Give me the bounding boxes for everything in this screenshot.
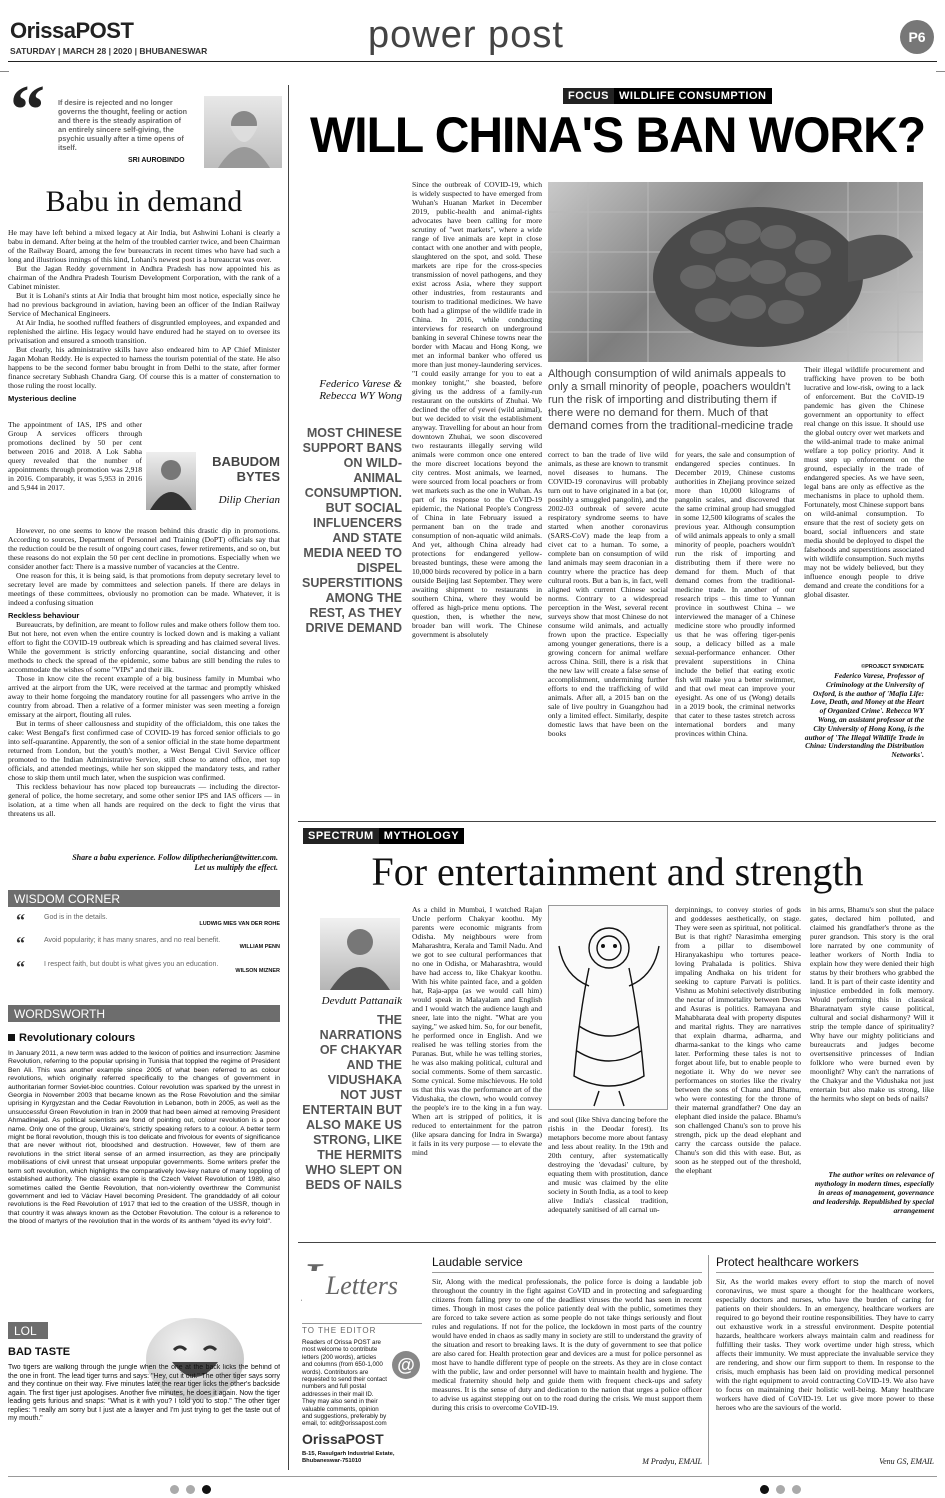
spectrum-tag — [303, 826, 464, 844]
wordsworth-title: WORDSWORTH — [14, 1007, 106, 1021]
letters-divider — [708, 1255, 709, 1465]
babu-para-2: But the Jagan Reddy government in Andhra Pradesh has now appointed his as chairman of the Andhra Pradesh Tourism Development Corporation, with the rank of a Cabinet minister. — [8, 264, 280, 291]
column-name — [200, 454, 280, 484]
footer-dots-right — [760, 1485, 801, 1494]
narasimha-illustration — [548, 905, 668, 1110]
quote-author: SRI AUROBINDO — [128, 157, 185, 164]
letters-info: Readers of Orissa POST are most welcome to contribute letters (200 words), articles and columns (from 650-1,000 words). Contributors are requested to send their contact numbers and full postal addresses in their mail ID. They may also send in their valuable comments, opinion and suggestions, preferably by email, to: edit@orissapost.com — [302, 1339, 387, 1428]
lol-header — [8, 1322, 48, 1339]
masthead-rule — [8, 61, 937, 62]
myth-headline: For entertainment and strength — [371, 849, 864, 894]
letter-1 — [432, 1255, 702, 1470]
focus-tag-topic: WILDLIFE CONSUMPTION — [614, 88, 772, 104]
columnist-byline: Dilip Cherian — [218, 494, 280, 506]
lol-body: Two tigers are walking through the jungle when the one at the back licks the behind of the one in front. The lead tiger turns and says: "Hey, cut it out." The other tiger says sorry and they continue on their way. Five minutes later the rear tiger licks the other's backside again. The first tiger just apologises. Another five minutes, he does it again. Now the tiger leading gets furious and snaps: "What is it with you? I told you to stop." The other tiger replies: "I really am sorry but I just ate a lawyer and I'm just trying to get the taste out of my mouth." — [8, 1364, 280, 1422]
spectrum-tag-topic: MYTHOLOGY — [379, 828, 464, 844]
babu-para-12: This reckless behaviour has now placed top bureaucrats — including the director-general of police, the home secretary, and some other senior IPS and IAS officers — in isolation, at a time when all hands are required on the deck to fight the virus that threatens us all. — [8, 782, 280, 818]
letter-2-title: Protect healthcare workers — [716, 1255, 934, 1273]
china-bottom-rule — [298, 821, 936, 822]
babu-para-9: Bureaucrats, by definition, are meant to follow rules and make others follow them too. But not here, not even when the entire country is locked down and is making a valiant effort to fight the COVID-19 outbreak which is spreading and has claimed several lives. While the government is strictly enforcing quarantine, social distancing and other methods to check the spread of the epidemic, some babus are still bending the rules to accommodate the wishes of some "VIPs" and their ilk. — [8, 620, 280, 674]
dot — [202, 1485, 211, 1494]
dot — [776, 1485, 785, 1494]
wisdom-corner — [8, 890, 280, 990]
column-name-text: BABUDOM BYTES — [212, 454, 280, 484]
lol-box — [8, 1322, 280, 1472]
quote-text: If desire is rejected and no longer governs the thought, feeling or action and there is the steady aspiration of an entirely sincere self-giving, the psychic usually after a time opens of itself. — [58, 98, 187, 152]
wisdom-text: I respect faith, but doubt is what gives you an education. — [44, 961, 219, 968]
china-col-3: for years, the sale and consumption of endangered species continues. In December 2019, Chinese customs authorities in Zhejiang province seized more than 10,000 kilograms of pangolin scales, and discovered that the same criminal group had smuggled in some 12,500 kilograms of scales the previous year. Although consumption of wild animals appeals to only a small minority of people, poachers wouldn't run the risk of importing and distributing them if there were no demand for them. Much of that demand comes from the traditional-medicine trade. In another of our research trips – this time to Yunnan province in southwest China – we interviewed the manager of a Chinese medicine store who proudly informed us that he was offering tiger-penis soup, a delicacy billed as a male sexual-performance enhancer. Other prevalent superstitions in China include the belief that eating exotic fish will make you a better swimmer, and that owl meat can improve your eyesight. As one of us (Wong) details in a 2019 book, the criminal networks that cater to these tastes stretch across international borders and many provinces within China. — [675, 450, 795, 738]
letter-2-sign: Venu GS, EMAIL — [879, 1457, 934, 1466]
email-at-icon: @ — [392, 1351, 420, 1379]
myth-col-1: As a child in Mumbai, I watched Rajan Uncle perform Chakyar koothu. My parents were economic migrants from Odisha. My neighbours were from Maharashtra, Kerala and Tamil Nadu. And we got to see cultural performances that no one in Odisha, or Maharashtra, would have had access to, like Chakyar koothu. With his white painted face, and a golden hat, Raja-appa (as we would call him) would speak in Malayalam and English and I would watch the audience laugh and sneer, late into the night. "What are you saying," we asked him. So, for our benefit, he performed once in English. And we realised he was telling stories from the Puranas. But, while he was telling stories, he was also making political, cultural and social comments. Some of them sarcastic. Some cynical. Some mischievous. He told us that this was the performance art of the Vidushaka, the clown, who would convey the people's ire to the king in a fun way. When art is stripped of politics, it is reduced to entertainment for the patron (like apsara dancing for Indra in Swarga) it fails in its very purpose — to elevate the mind — [412, 905, 542, 1157]
letter-1-sign: M Pradyu, EMAIL — [642, 1457, 702, 1466]
dot — [170, 1485, 179, 1494]
brand-logo: OrissaPOST — [10, 18, 134, 43]
babu-para-4: At Air India, he soothed ruffled feathers of disgruntled employees, and expanded and replenished the airline. His legacy would have endured had he stayed on to oversee its privatisation and ensured a smooth transition. — [8, 318, 280, 345]
portrait-figure-icon — [204, 96, 282, 168]
bullet-square-icon — [8, 1034, 15, 1041]
china-author-bio: Federico Varese, Professor of Criminology at the University of Oxford, is the author of 'Mafia Life: Love, Death, and Money at the Heart of Organized Crime'. Rebecca WY Wong, an assistant professor at the City University of Hong Kong, is the author of 'The Illegal Wildlife Trade in China: Understanding the Distribution Networks'. — [804, 671, 924, 760]
letters-word: Letters — [302, 1271, 398, 1301]
myth-col-3: derpinnings, to convey stories of gods and goddesses aesthetically, on stage. They were seen as spiritual, not political. But is that right? Narasimha emerging from a pillar to disembowel Hiranyakashipu who tortures peace-loving Prahalada is politics. Shiva impaling Andhaka on his trident for seeking to capture Parvati is politics. Vishnu as Mohini selectively distributing the nectar of immortality between Devas and Asuras is politics. Ramayana and Mahabharata deal with property disputes and marital rights. They are narratives that explain dharma, adharma, and dharma-sankat to the kings who came later. Performing these tales is not to forget about life, but to enable people to negotiate it. Why do we never see performances on stories like the rivalry between the sons of Chanu and Bhamu, who were contesting for the throne of their maternal grandfather? One day an elephant died inside the palace. Bhamu's son challenged Chanu's son to prove his strength, pick up the dead elephant and carry the carcass outside the palace. Chanu's son did this with ease. But, as soon as he stepped out of the threshold, the elephant — [675, 905, 801, 1175]
wordsworth-headline — [8, 1032, 280, 1044]
crop-mark-right — [936, 71, 945, 72]
babu-headline: Babu in demand — [45, 185, 243, 218]
page-number — [900, 20, 934, 54]
babu-para-1: He may have left behind a mixed legacy at Air India, but Ashwini Lohani is clearly a babu in demand. After being at the helm of the troubled carrier twice, and been Chairman of the Railway Board, among the few bureaucrats in recent times who have had such a long and illustrious innings of this kind, Lohani's newest post is a bureaucrat was over. — [8, 228, 280, 264]
lol-title: LOL — [14, 1324, 37, 1338]
columnist-box — [146, 452, 280, 514]
masthead — [8, 6, 937, 62]
dot — [186, 1485, 195, 1494]
china-headline: WILL CHINA'S BAN WORK? — [309, 107, 926, 164]
babu-share-line — [8, 853, 278, 873]
china-byline: Federico Varese & Rebecca WY Wong — [319, 378, 402, 402]
wisdom-text: God is in the details. — [44, 914, 108, 921]
section-title: power post — [368, 14, 564, 56]
wordsworth-headline-text: Revolutionary colours — [19, 1032, 136, 1044]
china-col-4: Their illegal wildlife procurement and trafficking have proven to be both lucrative and low-risk, owing to a lack of enforcement. But the CoVID-19 pandemic has given the Chinese government an opportunity to effect real change on this issue. It should use the global outcry over wet markets and the wild-animal trade to make animal welfare a top policy priority. And it must step up enforcement on the ground, especially in the trade of endangered species. As we have seen, legal bans are only as effective as the mechanisms in place to uphold them. Fortunately, most Chinese support bans on wild-animal consumption. To ensure that the rest of society gets on board, social influencers and state media should be deployed to dispel the falsehoods and superstitions associated with wildlife consumption. Such myths may not be widely believed, but they influence enough people to drive demand and create the conditions for a global disaster. — [804, 365, 924, 599]
wisdom-author: WILSON MIZNER — [235, 968, 280, 974]
footer-rule — [8, 1476, 937, 1477]
wisdom-item-3 — [8, 957, 280, 977]
subhead-mysterious-decline: Mysterious decline — [8, 394, 77, 403]
babu-body-1 — [8, 228, 280, 416]
quote-mark-icon: “ — [10, 72, 45, 149]
letters-to-editor: TO THE EDITOR — [302, 1323, 422, 1335]
china-col-2: correct to ban the trade of live wild animals, as these are known to transmit novel diseases to humans. The COVID-19 coronavirus will probably turn out to have originated in a bat (or, possibly a smuggled pangolin), and the 2002-03 outbreak of severe acute respiratory syndrome seems to have started when another coronavirus (SARS-CoV) made the leap from a civet cat to a human. To some, a complete ban on consumption of wild land animals may seem draconian in a country where the practice has deep cultural roots. But a ban is, in fact, well aligned with current Chinese social norms. Contrary to a widespread perception in the West, several recent surveys show that most Chinese do not consume wild animals, and actually frown upon the practice. Especially among younger generations, there is a growing concern for animal welfare across China. Still, there is a risk that the new law will create a false sense of accomplishment, undermining further efforts to end the trafficking of wild animals. After all, a 2015 ban on the sale of live poultry in Guangzhou had only a limited effect. Similarly, despite domestic laws that have been on the books — [548, 450, 668, 738]
wordsworth-header — [8, 1005, 280, 1022]
pangolin-illustration-icon — [548, 182, 923, 362]
babu-para-7: However, no one seems to know the reason behind this drastic dip in promotions. According to sources, Department of Personnel and Training (DoPT) officials say that the reduction could be the result of ongoing court cases, fewer retirements, and so on, but these reasons do not explain the 50 per cent decline in promotions. Especially when we consider another fact: There is a massive number of vacancies at the Centre. — [8, 526, 280, 571]
babu-para-3: But it is Lohani's stints at Air India that brought him most notice, especially since he had no previous background in aviation, having been an officer of the Indian Railway Service of Mechanical Engineers. — [8, 291, 280, 318]
myth-author-bio: The author writes on relevance of mythology in modern times, especially in areas of management, governance and leadership. Republished by special arrangement — [812, 1170, 934, 1215]
wisdom-author: LUDWIG MIES VAN DER ROHE — [199, 921, 280, 927]
myth-pullquote: THE NARRATIONS OF CHAKYAR AND THE VIDUSHAKA NOT JUST ENTERTAIN BUT ALSO MAKE US STRONG, LIKE THE HERMITS WHO SLEPT ON BEDS OF NAILS — [302, 1013, 402, 1192]
myth-byline: Devdutt Pattanaik — [321, 995, 402, 1007]
quote-bullet-icon: “ — [16, 957, 25, 977]
myth-col-2: and soul (like Shiva dancing before the rishis in the Deodar forest). Its metaphors become more about fantasy and less about reality. In the 19th and 20th century, after systematically destroying the 'devadasi' culture, by equating them with prostitution, dance and music was claimed by the elite society in South India, as a tool to keep alive India's classical tradition, adequately sanitised of all carnal un- — [548, 1115, 668, 1214]
wordsworth-box — [8, 1005, 280, 1307]
lol-headline: BAD TASTE — [8, 1346, 71, 1358]
quote-bullet-icon: “ — [16, 933, 25, 953]
subhead-reckless-behaviour: Reckless behaviour — [8, 611, 80, 620]
myth-bottom-rule — [298, 1242, 936, 1243]
babu-para-6: The appointment of IAS, IPS and other Group A services officers through promotions declined by 50 per cent between 2016 and 2018. A Lok Sabha query revealed that the number of appointments through promotion was 2,918 in 2016. Comparably, it was 5,953 in 2016 and 5,944 in 2017. — [8, 420, 142, 492]
wisdom-text: Avoid popularity; it has many snares, and no real benefit. — [44, 937, 221, 944]
columnist-figure-icon — [146, 452, 196, 510]
wisdom-author: WILLIAM PENN — [239, 944, 280, 950]
aurobindo-portrait — [204, 96, 282, 168]
china-photo-caption: Although consumption of wild animals appeals to only a small minority of people, poachers wouldn't run the risk of importing and distributing them if there were no demand for them. Much of that demand comes from the traditional-medicine trade — [548, 368, 794, 432]
wisdom-title: WISDOM CORNER — [14, 892, 120, 906]
share-text-2: Let us multiply the effect. — [194, 863, 278, 872]
babu-para-8: One reason for this, it is being said, is that promotions from deputy secretary level to secretary level are made by committees and selection panels. If there are delays in meetings of these committees, obviously no promotion can be made. Whatever, it is indeed a confusing situation — [8, 571, 280, 607]
crop-mark-left — [0, 71, 9, 72]
china-pullquote: MOST CHINESE SUPPORT BANS ON WILD-ANIMAL CONSUMPTION. BUT SOCIAL INFLUENCERS AND STATE MEDIA NEED TO DISPEL SUPERSTITIONS AMONG THE REST, AS THEY DRIVE DEMAND — [302, 426, 403, 635]
china-credit: ©PROJECT SYNDICATE — [861, 664, 924, 670]
letters-masthead — [302, 1255, 424, 1470]
babu-body-3 — [8, 526, 280, 826]
dilip-cherian-photo — [146, 452, 196, 510]
wisdom-header — [8, 890, 280, 907]
china-col-1: Since the outbreak of COVID-19, which is widely suspected to have emerged from Wuhan's Huanan Market in December 2019, public-health and animal-rights advocates have been calling for more scrutiny of "wet markets", where a wide range of live animals are kept in close contact with one another and with people, slaughtered on the spot, and sold. These markets are ripe for the cross-species transmission of novel pathogens, and they exist across Asia, where they support other industries, from restaurants and tourism to traditional medicines. We have both had a glimpse of the wildlife trade in China. In 2016, while conducting interviews for research on underground banking in several Chinese towns near the border with Macau and Hong Kong, we met an informal banker who offered us more than just money-laundering services. "I could easily arrange for you to eat a monkey tonight," she boasted, before giving us the address of a family-run restaurant on the outskirts of Zhuhai. We declined the offer of yewei (wild animal), but we decided to visit the establishment anyway. Travelling for about an hour from downtown Zhuhai, we soon discovered two restaurants illegally serving wild animals were common once one entered the more discreet locations beyond the city centres. Most animals, we learned, were sourced from local poachers or from wet markets such as the one in Wuhan. As part of its response to the CoVID-19 epidemic, the National People's Congress of China in late February issued a permanent ban on the trade and consumption of non-aquatic wild animals. And yet, although China already had protections for endangered yellow-breasted buntings, these were among the 10,000 birds recovered by police in a barn outside Beijing last September. They were awaiting shipment to restaurants in southern China, where they would be offered as high-price menu options. The question, then, is whether the new, broader ban will work. The Chinese government is absolutely — [412, 180, 542, 639]
left-column-rule — [288, 85, 289, 1470]
babu-body-2 — [8, 420, 142, 524]
devdutt-photo — [320, 918, 400, 990]
pangolin-photo — [548, 182, 923, 362]
letters-address: B-15, Rasulgarh Industrial Estate, Bhubaneswar-751010 — [302, 1451, 395, 1464]
wordsworth-body: In January 2011, a new term was added to the lexicon of politics and insurrection: Jasmine Revolution, referring to the popular uprising in Tunisia that toppled the regime of President Ben Ali. This was another example since 2005 of what been referred to as colour revolutions, which originally referred specifically to the changes of government in authoritarian former Soviet-bloc countries. Colour revolution was sparked by the unrest in Georgia in November 2003 that became known as the Rose Revolution and the similar uprising in Kyrgyzstan and the Cedar Revolution in Lebanon, both in 2005, as well as the unsuccessful Green Revolution in Iran in 2009 that had been aimed at removing President Ahmadinejad. As political scientists are fond of pointing out, colour revolution is a poor name. Only one of the group, Ukraine's, strictly speaking refers to a colour. A better term might be floral revolution, though this is too delicate and frivolous for events of significance that are never without riot, bloodshed and destruction. However, few of them are revolutions in the strict literal sense of an armed insurrection, as they are principally mobilisations of civil unrest that unseat unpopular governments. Some writers prefer the term soft revolution, which highlights the comparatively low-key nature of many toppling of established authority. The classic example is the Czech Velvet Revolution of 1989, also sometimes called the Gentle Revolution, that non-violently overthrew the Communist government and led to Václav Havel becoming President. The granddaddy of all colour revolutions is the Red Revolution of 1917 that led to the creation of the USSR, though in that country it was always known as the October Revolution. The colour is a reference to the blood of martyrs of the revolution that in the words of its anthem "dyed its ev'ry fold". — [8, 1050, 280, 1226]
letter-1-body: Sir, Along with the medical professionals, the police force is doing a laudable job throughout the country in the fight against CoVID and in protecting and safeguarding citizens from falling prey to one of the deadliest viruses the world has seen in recent times. Though in most cases the police patiently deal with the public, sometimes they are forced to take severe action as some people do not take things seriously and flout rules and regulations. If not for the police, the lockdown in most parts of the country would have ended in chaos as sadly many in society are still to understand the gravity of the situation and resort to breaking laws. It is the duty of government to see that police are also cared for. Health protection gear and devices are a must for police personnel as most have to handle different type of people on the streets. As they are in close contact with the public, law and order personnel will have to maintain health and hygiene. The medical fraternity should help and guide them with frequent check-ups and safety measures. It is the sense of duty and dedication to the nation that urges a police officer to advise us against stepping out on to the road during the crisis. We must support them during this crisis to overcome CoVID-19. — [432, 1277, 702, 1412]
quote-block — [8, 72, 278, 170]
quote-bullet-icon: “ — [16, 910, 25, 930]
myth-col-4: in his arms, Bhamu's son shut the palace gates, declared him polluted, and claimed his grandfather's throne as the purer grandson. This story is the oral lore narrated by one community of leather workers of North India to explain how they were denied their high status by their brothers who grabbed the land. It is part of their caste identity and injustice embedded in folk memory. Would performing this in classical Bharatnatyam style cause political, cultural and social disharmony? Will it strip the temple dance of spirituality? Why have our mighty politicians and bureaucrats and judges become overtsensitive princesses of Indian folklore who were burned even by moonlight? Why can't the narrations of the Chakyar and the Vidushaka not just entertain but also make us strong, like the hermits who slept on beds of nails? — [810, 905, 934, 1103]
spectrum-tag-label: SPECTRUM — [303, 828, 379, 844]
narasimha-figure-icon — [549, 906, 667, 1109]
footer-dots-left — [170, 1485, 211, 1494]
dot — [792, 1485, 801, 1494]
page-number-text: P6 — [908, 29, 926, 45]
share-text: Share a babu experience. Follow dilipthecherian@twitter.com. — [72, 853, 278, 862]
wisdom-item-1 — [8, 910, 280, 930]
letter-2-body: Sir, As the world makes every effort to stop the march of novel coronavirus, we must spare a thought for the healthcare workers, especially doctors and nurses, who have the burden of caring for patients on their shoulders. In an emergency, healthcare workers are required to go beyond their routine responsibilities. They have to carry out exhaustive work in a stressful environment. Despite potential hazards, healthcare workers always maintain calm and readiness for fulfilling their tasks. They work overtime under high stress, which affects their immunity. We must appreciate the invaluable service they are rendering, and show our firm support to them. In response to the crisis, much emphasis has been laid on providing medical personnel with the right equipment to avoid contracting CoVID-19. We also have to focus on maintaining their holistic well-being. Many healthcare workers have died of CoVID-19. Let us give more power to these heroes who are the saviours of the world. — [716, 1277, 934, 1412]
masthead-date: SATURDAY | MARCH 28 | 2020 | BHUBANESWAR — [10, 46, 208, 56]
focus-tag — [563, 86, 772, 104]
focus-tag-label: FOCUS — [563, 88, 614, 104]
letters-brand: OrissaPOST — [302, 1431, 384, 1447]
letter-2 — [716, 1255, 934, 1470]
wisdom-item-2 — [8, 933, 280, 953]
author-figure-icon — [320, 918, 400, 990]
letter-1-title: Laudable service — [432, 1255, 702, 1273]
babu-para-11: But in terms of sheer callousness and stupidity of the officialdom, this one takes the cake: West Bengal's first confirmed case of COVID-19 has forced senior officials to go into self-quarantine. Apparently, the son of a senior official in the state home department returned from London, but the youth's mother, a West Bengal Civil Service officer promoted to the Indian Administrative Service, still chose to attend office, met top officials, and attended meetings, while her son skipped the mandatory tests, and rather chose to skip them until much later, when the suspicion was confirmed. — [8, 719, 280, 782]
babu-para-10: Those in know cite the recent example of a big business family in Mumbai who arrived at the airport from the UK, were received at the tarmac and promptly whisked away to their home forgoing the mandatory routine for all passengers who arrive in the country from abroad. Then a relative of a former minister was seen meeting a foreign emissary at the airport, flouting all rules. — [8, 674, 280, 719]
dot — [760, 1485, 769, 1494]
babu-para-5: But clearly, his administrative skills have also endeared him to AP Chief Minister Jagan Mohan Reddy. He is expected to harness the tourism potential of the state. He also happens to be the second former babu brought in from Delhi to the state, after former finance secretary Subhash Chandra Garg. Of course this is a matter of consternation to those ruling the roost locally. — [8, 345, 280, 390]
